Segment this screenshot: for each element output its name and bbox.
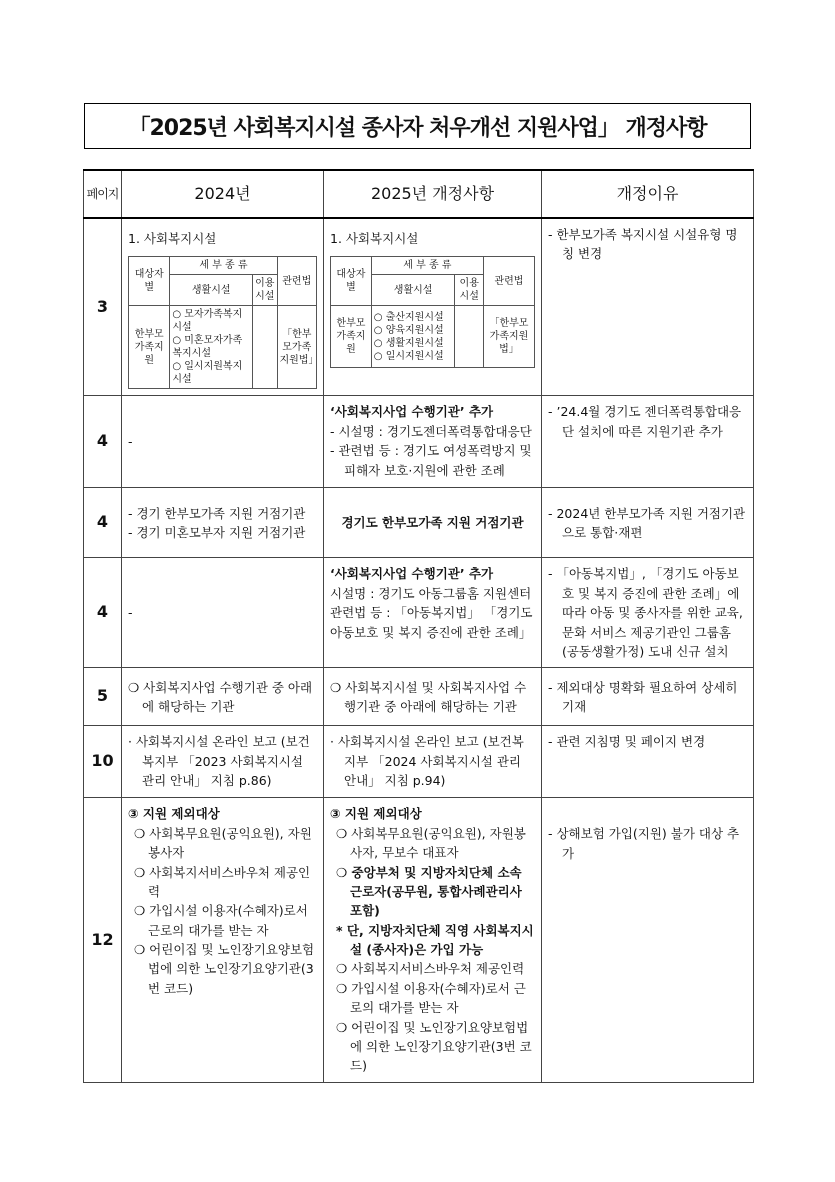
document-title-box — [84, 103, 751, 149]
revision-table — [83, 169, 754, 1083]
header-2024: 2024년 — [122, 170, 324, 218]
change-line: ❍ 중앙부처 및 지방자치단체 소속 근로자(공무원, 통합사례관리사 포함) — [336, 864, 522, 919]
change-line: ❍ 사회복지서비스바우처 제공인력 — [134, 864, 311, 899]
cell-reason — [542, 798, 754, 1082]
facility-item: ○ 일시지원시설 — [373, 350, 444, 362]
sub-law: 「한부모가족지원법」 — [483, 306, 534, 368]
page-number: 4 — [84, 558, 122, 668]
change-line: ❍ 어린이집 및 노인장기요양보험법에 의한 노인장기요양기관(3번 코드) — [336, 1019, 532, 1074]
change-line: ❍ 가입시설 이용자(수혜자)로서 근로의 대가를 받는 자 — [336, 980, 526, 1016]
document-title: 「2025년 사회복지시설 종사자 처우개선 지원사업」 개정사항 — [128, 115, 707, 141]
reason-text: - 한부모가족 복지시설 시설유형 명칭 변경 — [548, 227, 738, 262]
facility-type-table-2025 — [330, 256, 535, 368]
change-line: 관련법 등 : 「아동복지법」 「경기도 아동보호 및 복지 증진에 관한 조례」 — [330, 605, 533, 640]
facility-item: ○ 일시지원복지시설 — [172, 361, 243, 386]
facility-item: ○ 생활지원시설 — [373, 337, 444, 349]
sub-header-detail: 세 부 종 류 — [170, 257, 277, 275]
cell-reason — [542, 218, 754, 396]
sub-header-use: 이용시설 — [253, 275, 277, 306]
change-line: ❍ 사회복무요원(공익요원), 자원봉사자, 무보수 대표자 — [336, 825, 526, 861]
change-line: · 사회복지시설 온라인 보고 (보건복지부 「2024 사회복지시설 관리 안내」 지침 p.94) — [330, 734, 524, 789]
sub-header-target: 대상자별 — [129, 257, 170, 306]
sub-header-detail: 세 부 종 류 — [371, 257, 483, 275]
cell-reason — [542, 558, 754, 668]
cell-2024 — [122, 726, 324, 798]
change-line: ❍ 사회복지서비스바우처 제공인력 — [336, 961, 525, 977]
sub-target: 한부모가족지원 — [331, 306, 372, 368]
sub-law: 「한부모가족지원법」 — [277, 306, 316, 389]
page-number: 4 — [84, 396, 122, 488]
cell-reason — [542, 726, 754, 798]
header-reason: 개정이유 — [542, 170, 754, 218]
facility-item: ○ 모자가족복지시설 — [172, 309, 243, 334]
cell-2024: - — [122, 396, 324, 488]
header-2025: 2025년 개정사항 — [324, 170, 542, 218]
reason-text: - 상해보험 가입(지원) 불가 대상 추가 — [548, 826, 740, 861]
change-line: 시설명 : 경기도 아동그룹홈 지원센터 — [330, 585, 532, 601]
facility-item: ○ 미혼모자가족복지시설 — [172, 335, 243, 360]
sub-header-living: 생활시설 — [170, 275, 253, 306]
change-heading: ③ 지원 제외대상 — [128, 806, 220, 822]
section-title: 1. 사회복지시설 — [330, 231, 419, 246]
cell-2024 — [122, 218, 324, 396]
table-row — [84, 558, 754, 668]
cell-2025 — [324, 396, 542, 488]
table-row — [84, 218, 754, 396]
cell-2024 — [122, 798, 324, 1082]
cell-2024: - — [122, 558, 324, 668]
cell-reason — [542, 396, 754, 488]
change-line: ❍ 사회복지사업 수행기관 중 아래에 해당하는 기관 — [128, 679, 313, 714]
change-heading: ‘사회복지사업 수행기관’ 추가 — [330, 566, 494, 582]
sub-header-law: 관련법 — [483, 257, 534, 306]
reason-text: - 「아동복지법」, 「경기도 아동보호 및 복지 증진에 관한 조례」에 따라 아동 및 종사자를 위한 교육, 문화 서비스 제공기관인 그룹홈(공동생활가정) 도내 신규 설치 — [548, 566, 743, 659]
cell-2024 — [122, 668, 324, 726]
change-line: - 관련법 등 : 경기도 여성폭력방지 및 피해자 보호·지원에 관한 조례 — [330, 443, 532, 478]
sub-header-target: 대상자별 — [331, 257, 372, 306]
table-row — [84, 798, 754, 1082]
table-row — [84, 396, 754, 488]
cell-reason — [542, 668, 754, 726]
cell-2025 — [324, 798, 542, 1082]
change-line: - 경기 미혼모부자 지원 거점기관 — [128, 524, 306, 540]
reason-text: - ’24.4월 경기도 젠더폭력통합대응단 설치에 따른 지원기관 추가 — [548, 404, 742, 439]
section-title: 1. 사회복지시설 — [128, 231, 217, 246]
change-line: * 단, 지방자치단체 직영 사회복지시설 (종사자)은 가입 가능 — [336, 922, 534, 957]
change-line: ❍ 어린이집 및 노인장기요양보험법에 의한 노인장기요양기관(3번 코드) — [134, 942, 315, 996]
page-number: 4 — [84, 488, 122, 558]
page-number: 10 — [84, 726, 122, 798]
cell-2025 — [324, 726, 542, 798]
cell-2025 — [324, 558, 542, 668]
change-line: 경기도 한부모가족 지원 거점기관 — [341, 515, 524, 531]
sub-target: 한부모가족지원 — [129, 306, 170, 389]
table-header-row — [84, 170, 754, 218]
sub-header-use: 이용시설 — [455, 275, 484, 306]
change-line: ❍ 가입시설 이용자(수혜자)로서 근로의 대가를 받는 자 — [134, 903, 308, 938]
reason-text: - 제외대상 명확화 필요하여 상세히 기재 — [548, 679, 738, 714]
facility-item: ○ 출산지원시설 — [373, 311, 444, 323]
page-number: 5 — [84, 668, 122, 726]
header-page: 페이지 — [84, 170, 122, 218]
cell-2025 — [324, 488, 542, 558]
change-line: - 경기 한부모가족 지원 거점기관 — [128, 505, 306, 521]
change-line: ❍ 사회복무요원(공익요원), 자원봉사자 — [134, 825, 312, 861]
cell-2025 — [324, 668, 542, 726]
sub-header-living: 생활시설 — [371, 275, 455, 306]
change-line: - 시설명 : 경기도젠더폭력통합대응단 — [330, 423, 532, 439]
change-heading: ③ 지원 제외대상 — [330, 806, 422, 822]
table-row — [84, 726, 754, 798]
cell-2024 — [122, 488, 324, 558]
change-line: ❍ 사회복지시설 및 사회복지사업 수행기관 중 아래에 해당하는 기관 — [330, 679, 527, 714]
change-line: · 사회복지시설 온라인 보고 (보건복지부 「2023 사회복지시설 관리 안내」 지침 p.86) — [128, 734, 310, 789]
page-number: 3 — [84, 218, 122, 396]
cell-reason — [542, 488, 754, 558]
table-row — [84, 488, 754, 558]
facility-item: ○ 양육지원시설 — [373, 324, 444, 336]
facility-type-table-2024 — [128, 256, 317, 389]
table-row — [84, 668, 754, 726]
change-heading: ‘사회복지사업 수행기관’ 추가 — [330, 404, 494, 420]
page-number: 12 — [84, 798, 122, 1082]
cell-2025 — [324, 218, 542, 396]
sub-header-law: 관련법 — [277, 257, 316, 306]
reason-text: - 2024년 한부모가족 지원 거점기관으로 통합·재편 — [548, 505, 746, 540]
reason-text: - 관련 지침명 및 페이지 변경 — [548, 734, 706, 750]
